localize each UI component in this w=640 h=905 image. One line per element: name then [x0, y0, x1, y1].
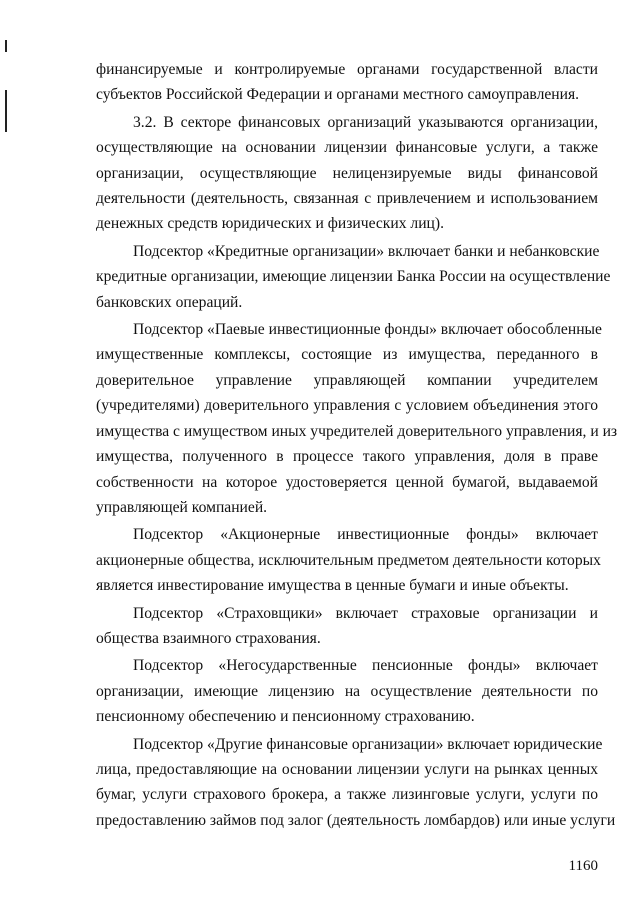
text-line: банковских операций. [96, 293, 243, 311]
text-line: пенсионному обеспечению и пенсионному страхованию. [96, 708, 475, 726]
margin-mark [5, 90, 7, 132]
text-line: осуществляющие на основании лицензии финансовые услуги, а также [96, 139, 598, 157]
body-text [96, 57, 618, 833]
text-line: деятельности (деятельность, связанная с привлечением и использованием [96, 190, 598, 208]
paragraph [96, 601, 598, 652]
text-line: кредитные организации, имеющие лицензии Банка России на осуществление [96, 268, 611, 286]
paragraph [96, 57, 598, 108]
text-line: субъектов Российской Федерации и органами местного самоуправления. [96, 86, 580, 104]
text-line: акционерные общества, исключительным предметом деятельности которых [96, 551, 601, 569]
text-line: 3.2. В секторе финансовых организаций указываются организации, [133, 113, 598, 131]
text-line: организации, имеющие лицензию на осуществление деятельности по [96, 682, 598, 700]
text-line: управляющей компанией. [96, 498, 268, 516]
text-line: имущества с имуществом иных учредителей доверительного управления, и из [96, 422, 618, 440]
text-line: Подсектор «Другие финансовые организации» включает юридические [133, 735, 603, 753]
text-line: денежных средств юридических и физических лиц). [96, 215, 444, 233]
paragraph [96, 653, 598, 729]
paragraph [96, 110, 598, 237]
paragraph [96, 732, 616, 834]
paragraph [96, 522, 601, 598]
text-line: (учредителями) доверительного управления с условием объединения этого [96, 397, 598, 415]
text-line: бумаг, услуги страхового брокера, а также лизинговые услуги, услуги по [96, 786, 598, 804]
text-line: общества взаимного страхования. [96, 629, 321, 647]
text-line: Подсектор «Страховщики» включает страховые организации и [133, 604, 598, 622]
text-line: является инвестирование имущества в ценные бумаги и иные объекты. [96, 577, 569, 595]
text-line: предоставлению займов под залог (деятельность ломбардов) или иные услуги [96, 811, 616, 829]
text-line: Подсектор «Акционерные инвестиционные фонды» включает [133, 526, 598, 544]
text-line: Подсектор «Кредитные организации» включает банки и небанковские [133, 242, 600, 260]
text-line: организации, осуществляющие нелицензируемые виды финансовой [96, 164, 598, 182]
text-line: имущественные комплексы, состоящие из имущества, переданного в [96, 346, 598, 364]
text-line: финансируемые и контролируемые органами государственной власти [96, 61, 598, 78]
paragraph [96, 317, 618, 520]
text-line: Подсектор «Паевые инвестиционные фонды» включает обособленные [133, 321, 602, 339]
text-line: собственности на которое удостоверяется ценной бумагой, выдаваемой [96, 473, 598, 491]
page-number: 1160 [568, 858, 598, 874]
paragraph [96, 239, 611, 315]
margin-mark [5, 40, 7, 52]
text-line: имущества, полученного в процессе такого управления, доля в праве [96, 448, 598, 466]
text-line: лица, предоставляющие на основании лицензии услуги на рынках ценных [96, 760, 598, 778]
text-line: доверительное управление управляющей компании учредителем [96, 371, 598, 389]
text-line: Подсектор «Негосударственные пенсионные фонды» включает [133, 657, 598, 675]
